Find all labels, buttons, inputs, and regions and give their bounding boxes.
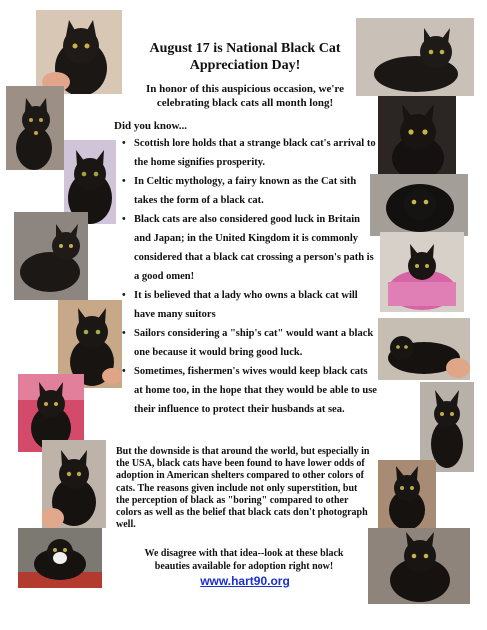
black-cat-image: [370, 174, 468, 236]
black-cat-image: [420, 382, 474, 472]
intro-text: In honor of this auspicious occasion, we're celebrating black cats all month long!: [146, 83, 344, 109]
fact-text: Scottish lore holds that a strange black cat's arrival to the home signifies prosperity.: [134, 138, 376, 168]
downside-paragraph: But the downside is that around the world, but especially in the USA, black cats have been found to have lower odds of adoption in American shelters compared to other colors of cats. The reasons given include not only superstition, but the perception of black as "boring" compared to other colors as well as the belief that black cats don't photograph well.: [116, 446, 370, 531]
cat-photo-right-2: [378, 96, 456, 180]
black-cat-image: [14, 212, 88, 300]
facts-list: [120, 134, 378, 419]
bullet-icon: •: [122, 290, 126, 301]
bullet-icon: •: [122, 366, 126, 377]
black-cat-image: [378, 318, 470, 380]
cat-photo-left-2: [6, 86, 64, 170]
black-cat-image: [36, 10, 122, 94]
black-cat-image: [378, 460, 436, 530]
cat-photo-left-4: [14, 212, 88, 300]
bullet-icon: •: [122, 328, 126, 339]
cat-photo-left-8: [18, 528, 102, 588]
bullet-icon: •: [122, 214, 126, 225]
list-item: [120, 324, 378, 362]
bullet-icon: •: [122, 138, 126, 149]
cat-in-basket-image: [380, 232, 464, 312]
closing-text: We disagree with that idea--look at these black beauties available for adoption right now!: [144, 548, 344, 572]
did-you-know-heading: Did you know...: [114, 120, 188, 132]
cat-photo-right-8: [368, 528, 470, 604]
fact-text: Sailors considering a "ship's cat" would want a black one because it would bring good luck.: [134, 328, 374, 358]
list-item: [120, 172, 378, 210]
flyer-title: August 17 is National Black Cat Appreciation Day!: [149, 41, 341, 73]
black-cat-image: [6, 86, 64, 170]
black-cat-image: [378, 96, 456, 180]
list-item: [120, 362, 378, 419]
cat-photo-right-5: [378, 318, 470, 380]
cat-photo-left-1: [36, 10, 122, 94]
cat-photo-right-7: [378, 460, 436, 530]
cat-photo-right-3: [370, 174, 468, 236]
fact-text: In Celtic mythology, a fairy known as the Cat sith takes the form of a black cat.: [134, 176, 357, 206]
list-item: [120, 286, 378, 324]
fact-text: It is believed that a lady who owns a black cat will have many suitors: [134, 290, 358, 320]
list-item: [120, 210, 378, 286]
fact-text: Black cats are also considered good luck in Britain and Japan; in the United Kingdom it is commonly considered that a black cat crossing a person's path is a good omen!: [134, 214, 374, 282]
bullet-icon: •: [122, 176, 126, 187]
cat-photo-right-6: [420, 382, 474, 472]
cat-photo-left-7: [42, 440, 106, 528]
website-link[interactable]: www.hart90.org: [200, 574, 290, 588]
tuxedo-cat-image: [18, 528, 102, 588]
black-cat-image: [368, 528, 470, 604]
fact-text: Sometimes, fishermen's wives would keep black cats at home too, in the hope that they would be able to use their influence to protect their husbands at sea.: [134, 366, 377, 415]
list-item: [120, 134, 378, 172]
black-cat-image: [356, 18, 474, 96]
cat-photo-right-4: [380, 232, 464, 312]
cat-photo-right-1: [356, 18, 474, 96]
black-cat-image: [42, 440, 106, 528]
